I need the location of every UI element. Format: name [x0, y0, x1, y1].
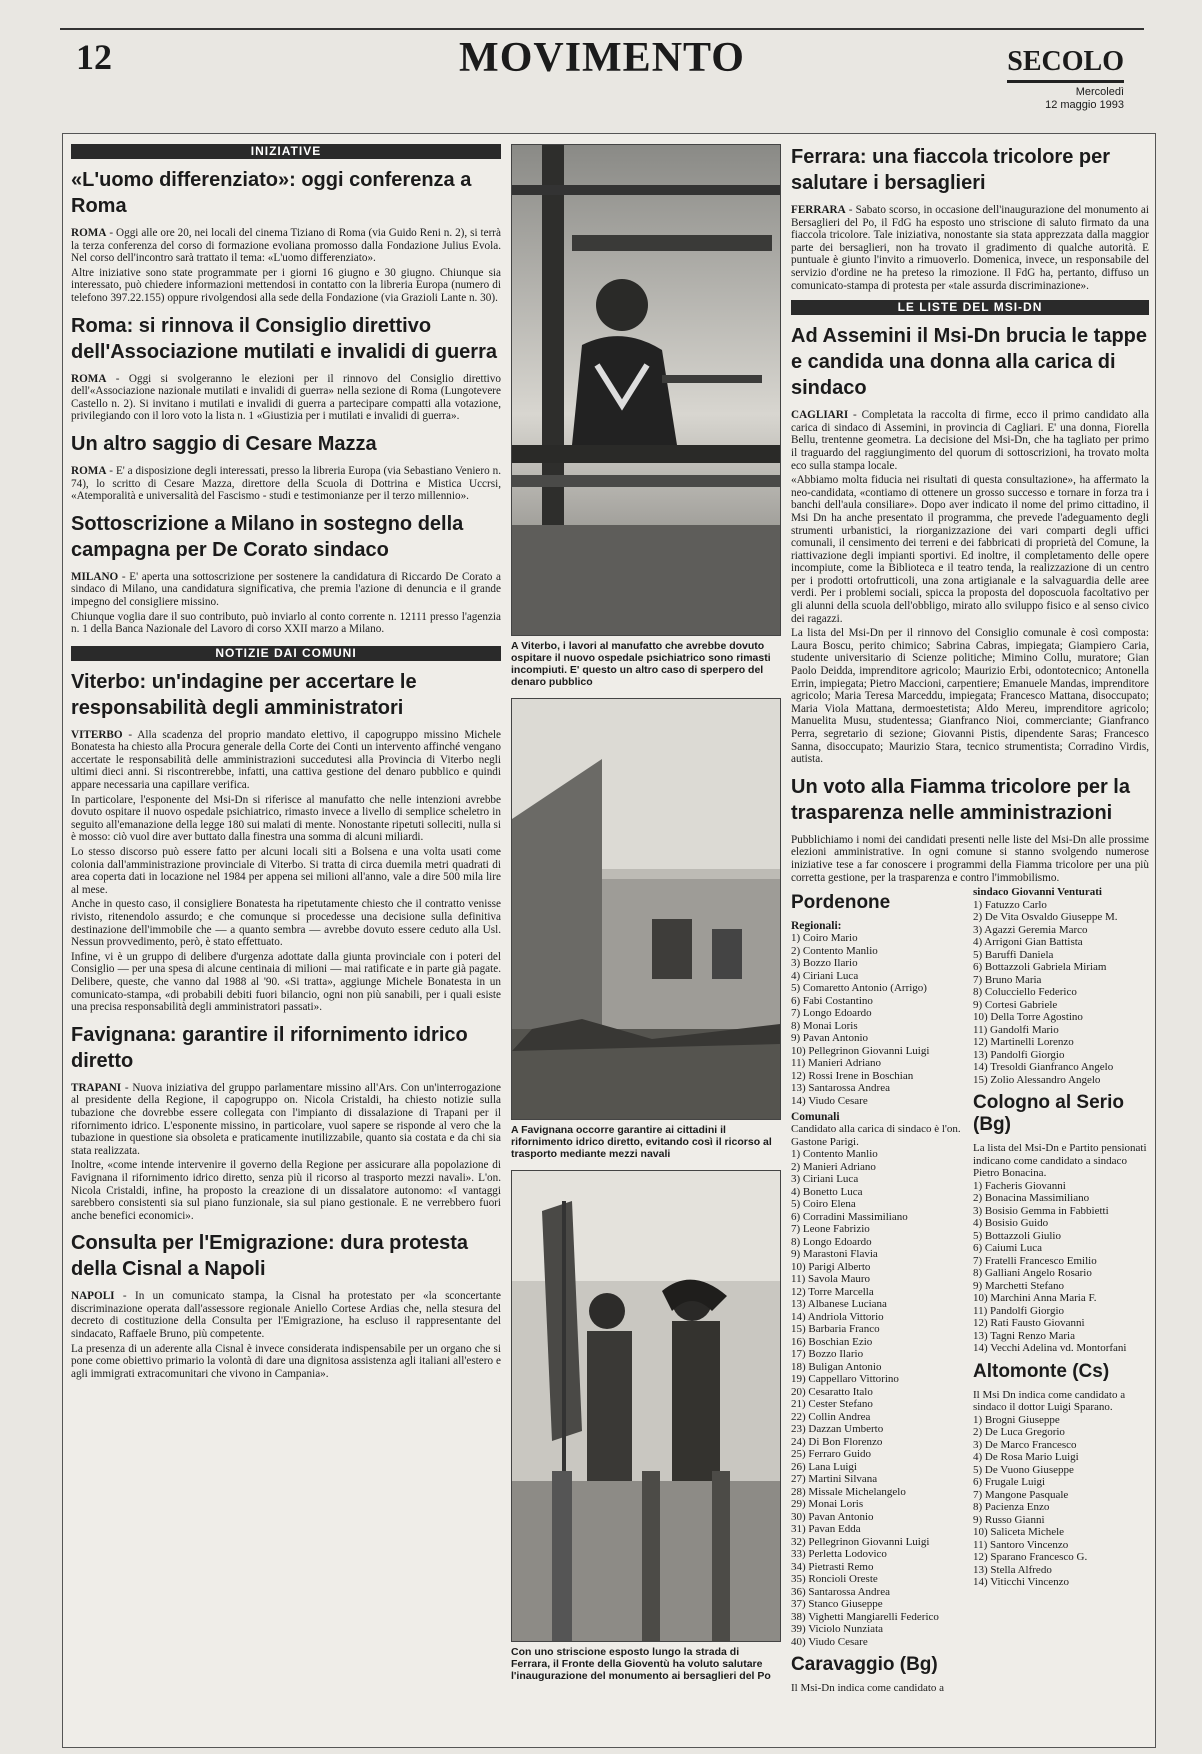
candidate-name: 36) Santarossa Andrea — [791, 1585, 890, 1598]
article-paragraph: ROMA - E' a disposizione degli interessati, presso la libreria Europa (via Sebastiano Veniero n. 74), lo scritto di Cesare Mazza, direttore della Scuola di Dottrina e Mistica Uccrsi, «Atemporalità e universalità del Fascismo - studi e testimonianze per il terzo millennio». — [71, 464, 501, 503]
dateline: CAGLIARI — [791, 409, 849, 422]
candidate-name: 18) Buligan Antonio — [791, 1360, 882, 1373]
candidate-name: 20) Cesaratto Italo — [791, 1385, 873, 1398]
photo-caption-favignana: A Favignana occorre garantire ai cittadini il rifornimento idrico diretto, evitando così il ricorso al trasporto mediante mezzi navali — [511, 1124, 772, 1160]
article-title: «L'uomo differenziato»: oggi conferenza a Roma — [71, 169, 472, 217]
candidate-name: 13) Albanese Luciana — [791, 1298, 887, 1311]
date: 12 maggio 1993 — [1045, 99, 1124, 111]
text: Alla scadenza del proprio mandato elettivo, il capogruppo missino Michele Bonatesta ha chiesto alla Procura generale della Corte dei Conti un intervento affinché vengano accertate le responsabilità delle amministrazioni succedutesi alla Provincia di Viterbo negli ultimi dieci anni. Si riscontrerebbe, infatti, una cattiva gestione del denaro pubblico e quindi appare necessaria una capillare verifica. — [71, 728, 501, 792]
candidate-name: 29) Monai Loris — [791, 1498, 864, 1511]
candidate-name: 13) Santarossa Andrea — [791, 1082, 890, 1095]
photo-viterbo — [511, 144, 781, 636]
city-heading: Altomonte (Cs) — [973, 1360, 1110, 1382]
text: Oggi alle ore 20, nei locali del cinema Tiziano di Roma (via Guido Reni n. 2), si terrà la terza conferenza del corso di formazione evoliana promosso dalla Fondazione Julius Evola. Nel corso dell'incontro sarà trattato il tema: «L'uomo differenziato». — [71, 227, 501, 265]
article-paragraph: «Abbiamo molta fiducia nei risultati di questa consultazione», ha affermato la neo-candidata, «contiamo di ottenere un grosso successo e tornare in forza tra i banchi dell'aula consiliare». Dopo aver indicato il nome del primo cittadino, il Msi Dn ha anche presentato il programma, che prevede l'adeguamento degli strumenti urbanistici, la riorganizzazione dei vari comparti degli uffici comunali, il censimento dei terreni e dei fabbricati di proprietà del Comune, la riattivazione degli impianti sportivi. Ed inoltre, il completamento delle opere incompiute, come la Biblioteca e il teatro tenda, la realizzazione di un centro per i prodotti ortofrutticoli, una zona artigianale e la salvaguardia delle aree verdi. Per i problemi sociali, spicca la proposta del doposcuola facoltativo per gli alunni della scuola dell'obbligo, mirato allo sviluppo fisico e al senso civico dei ragazzi. — [791, 474, 1149, 625]
article-title: Ferrara: una fiaccola tricolore per salutare i bersaglieri — [791, 146, 1111, 194]
article-paragraph: Inoltre, «come intende intervenire il governo della Regione per assicurare alla popolazione di Favignana il rifornimento idrico diretto, senza più il ricorso al trasporto mezzi navali». L'on. Nicola Cristaldi, infine, ha proposto la creazione di un dissalatore autonomo: «I vantaggi sarebbero consistenti sia sul piano funzionale, sia sul piano gestionale. E ne verrebbero fuori anche benefici economici». — [71, 1159, 501, 1222]
section-bar-notizie: NOTIZIE DAI COMUNI — [71, 646, 501, 661]
article-title: Consulta per l'Emigrazione: dura protesta della Cisnal a Napoli — [71, 1232, 469, 1281]
candidate-name: 8) Monai Loris — [791, 1019, 858, 1032]
candidate-name: 3) Bozzo Ilario — [791, 957, 858, 970]
candidate-name: 5) Bottazzoli Giulio — [973, 1229, 1061, 1242]
candidate-name: 8) Colucciello Federico — [973, 986, 1077, 999]
article-paragraph: Anche in questo caso, il consigliere Bonatesta ha ripetutamente chiesto che il contratto venisse rivisto, ritenendolo assurdo; e che comunque si procedesse una decisione sulla definitiva destinazione dell'immobile che — a quanto sembra — avrebbe dovuto essere ceduto alla Usl. Nessun provvedimento, però, è stato effettuato. — [71, 898, 501, 949]
candidate-name: 2) Manieri Adriano — [791, 1160, 876, 1173]
candidate-name: 1) Fatuzzo Carlo — [973, 898, 1047, 911]
candidate-name: 32) Pellegrinon Giovanni Luigi — [791, 1535, 930, 1548]
candidate-name: 14) Andriola Vittorio — [791, 1310, 884, 1323]
text: Oggi si svolgeranno le elezioni per il rinnovo del Consiglio direttivo dell'«Associazione nazionale mutilati e invalidi di guerra» nella sezione di Roma (Lungotevere Castello n. 2). Si invitano i mutilati e invalidi di guerra a partecipare compatti alla votazione, privilegiando con il loro voto la lista n. 1 «Giustizia per i mutilati e invalidi di guerra». — [71, 372, 501, 423]
candidate-name: 7) Fratelli Francesco Emilio — [973, 1254, 1097, 1267]
candidate-name: 21) Cester Stefano — [791, 1398, 873, 1411]
article-title: Viterbo: un'indagine per accertare le responsabilità degli amministratori — [71, 670, 417, 719]
article-title: Favignana: garantire il rifornimento idrico diretto — [71, 1023, 468, 1072]
candidate-name: 37) Stanco Giuseppe — [791, 1598, 883, 1611]
candidate-name: 12) Martinelli Lorenzo — [973, 1036, 1074, 1049]
article-title: Roma: si rinnova il Consiglio direttivo dell'Associazione mutilati e invalidi di guerra — [71, 314, 497, 363]
photo-favignana — [511, 698, 781, 1120]
candidate-name: 11) Pandolfi Giorgio — [973, 1304, 1065, 1317]
list-column-left — [791, 886, 967, 1695]
candidate-name: 15) Barbaria Franco — [791, 1323, 880, 1336]
candidate-name: 8) Galliani Angelo Rosario — [973, 1267, 1092, 1280]
list-note: Candidato alla carica di sindaco è l'on. Gastone Parigi. — [791, 1123, 961, 1148]
altomonte-list — [973, 1414, 1149, 1589]
candidate-name: 1) Facheris Giovanni — [973, 1179, 1066, 1192]
section-bar-iniziative: INIZIATIVE — [71, 144, 501, 159]
list-column-right — [973, 886, 1149, 1695]
candidate-name: 40) Viudo Cesare — [791, 1635, 868, 1648]
candidate-name: 26) Lana Luigi — [791, 1460, 857, 1473]
article-paragraph: Altre iniziative sono state programmate per i giorni 16 giugno e 30 giugno. Chiunque sia interessato, può chiedere informazioni mettendosi in contatto con la libreria Europa (numero di telefono 397.22.155) oppure rivolgendosi alla sede della Fondazione (via Grazioli Lante n. 30). — [71, 266, 501, 304]
candidate-name: 27) Martini Silvana — [791, 1473, 878, 1486]
candidate-name: 9) Cortesi Gabriele — [973, 998, 1058, 1011]
candidate-name: 34) Pietrasti Remo — [791, 1560, 874, 1573]
candidate-name: 4) De Rosa Mario Luigi — [973, 1451, 1079, 1464]
dateline: VITERBO — [71, 728, 123, 741]
weekday: Mercoledì — [1075, 86, 1124, 98]
dateline: MILANO — [71, 570, 119, 583]
photo-ferrara-image — [512, 1171, 780, 1641]
photo-caption-ferrara: Con uno striscione esposto lungo la strada di Ferrara, il Fronte della Gioventù ha voluto salutare l'inaugurazione del monumento ai bersaglieri del Po — [511, 1646, 771, 1682]
list-subheading: Regionali: — [791, 920, 842, 933]
candidate-name: 38) Vighetti Mangiarelli Federico — [791, 1610, 939, 1623]
candidate-name: 15) Zolio Alessandro Angelo — [973, 1073, 1101, 1086]
city-heading: Cologno al Serio (Bg) — [973, 1092, 1124, 1136]
article-paragraph: La presenza di un aderente alla Cisnal è invece considerata indispensabile per un organo che si pone come obiettivo primario la volontà di dare una dignitosa assistenza agli italiani all'estero e agli immigrati extracomunitari che vivono in Campania». — [71, 1342, 501, 1380]
comunali-list — [791, 1148, 967, 1648]
candidate-name: 13) Stella Alfredo — [973, 1563, 1052, 1576]
candidate-name: 14) Vecchi Adelina vd. Montorfani — [973, 1342, 1127, 1355]
candidate-name: 12) Rossi Irene in Boschian — [791, 1069, 914, 1082]
candidate-name: 12) Rati Fausto Giovanni — [973, 1317, 1085, 1330]
candidate-name: 14) Tresoldi Gianfranco Angelo — [973, 1061, 1114, 1074]
photo-viterbo-image — [512, 145, 780, 635]
article-title: Sottoscrizione a Milano in sostegno della campagna per De Corato sindaco — [71, 512, 464, 561]
text: Completata la raccolta di firme, ecco il primo candidato alla carica di sindaco di Assemini, in provincia di Cagliari. E' una donna, Fiorella Bellu, trentenne geometra. La decisione del Msi-Dn, che ha tagliato per primo il traguardo del raggiungimento del quorum di sottoscrizioni, ha trovato molta eco sulla stampa locale. — [791, 409, 1149, 472]
candidate-name: 9) Pavan Antonio — [791, 1032, 868, 1045]
text: E' a disposizione degli interessati, presso la libreria Europa (via Sebastiano Veniero n. 74), lo scritto di Cesare Mazza, direttore della Scuola di Dottrina e Mistica Uccrsi, «Atemporalità e universalità del Fascismo - studi e testimonianze per il terzo millennio». — [71, 464, 501, 503]
content-frame — [62, 133, 1156, 1748]
candidate-name: 11) Gandolfi Mario — [973, 1023, 1059, 1036]
text: Nuova iniziativa del gruppo parlamentare missino all'Ars. Con un'interrogazione al presidente della Regione, il capogruppo on. Nicola Cristaldi, ha chiesto notizie sulla tubazione che dovrebbe essere collegata con l'impianto di dissalazione di Trapani per il rifornimento idrico. L'esponente missino, in particolare, vuol sapere se risponde al vero che la tubazione in questione sia obsoleta e praticamente inutilizzabile, quanto sia costata e da chi sia stata realizzata. — [71, 1081, 501, 1157]
candidate-name: 6) Bottazzoli Gabriela Miriam — [973, 961, 1107, 974]
article-paragraph: TRAPANI - Nuova iniziativa del gruppo parlamentare missino all'Ars. Con un'interrogazione al presidente della Regione, il capogruppo on. Nicola Cristaldi, ha chiesto notizie sulla tubazione che dovrebbe essere collegata con l'impianto di dissalazione di Trapani per il rifornimento idrico. L'esponente missino, in particolare, vuol sapere se risponde al vero che la tubazione in questione sia obsoleta e praticamente inutilizzabile, quanto sia costata e da chi sia stata realizzata. — [71, 1081, 501, 1157]
candidate-name: 3) De Marco Francesco — [973, 1438, 1077, 1451]
article-title: Ad Assemini il Msi-Dn brucia le tappe e candida una donna alla carica di sindaco — [791, 325, 1147, 400]
candidate-name: 10) Marchini Anna Maria F. — [973, 1292, 1097, 1305]
candidate-name: 8) Pacienza Enzo — [973, 1501, 1050, 1514]
list-note: Il Msi Dn indica come candidato a sindaco il dottor Luigi Sparano. — [973, 1388, 1126, 1414]
candidate-name: 12) Sparano Francesco G. — [973, 1551, 1088, 1564]
candidate-lists — [791, 886, 1149, 1695]
article-title: Un voto alla Fiamma tricolore per la trasparenza nelle amministrazioni — [791, 775, 1130, 824]
column-photos — [511, 144, 781, 1744]
candidate-name: 2) De Vita Osvaldo Giuseppe M. — [973, 911, 1118, 924]
candidate-name: 30) Pavan Antonio — [791, 1510, 874, 1523]
article-paragraph: Infine, vi è un gruppo di delibere d'urgenza adottate dalla giunta provinciale con i poteri del Consiglio — per una spesa di alcune centinaia di milioni — mai ratificate e in parte già pagate. Delibere, queste, che vanno dal 1988 al '90. «Si tratta», aggiunge Michele Bonatesta in un comunicato-stampa, «di probabili debiti fuori bilancio, ogni non più sanabili, per i quali esiste una precisa responsabilità degli amministratori passati». — [71, 950, 501, 1014]
column-right — [791, 144, 1149, 1744]
dateline: NAPOLI — [71, 1290, 115, 1303]
candidate-name: 35) Roncioli Oreste — [791, 1573, 878, 1586]
dateline: FERRARA — [791, 204, 846, 216]
candidate-name: 4) Arrigoni Gian Battista — [973, 936, 1083, 949]
article-paragraph: CAGLIARI - Completata la raccolta di firme, ecco il primo candidato alla carica di sindaco di Assemini, in provincia di Cagliari. E' una donna, Fiorella Bellu, trentenne geometra. La decisione del Msi-Dn, che ha tagliato per primo il traguardo del raggiungimento del quorum di sottoscrizioni, ha trovato molta eco sulla stampa locale. — [791, 409, 1149, 472]
candidate-name: 14) Viticchi Vincenzo — [973, 1576, 1070, 1589]
candidate-name: 13) Tagni Renzo Maria — [973, 1329, 1075, 1342]
candidate-name: 22) Collin Andrea — [791, 1410, 871, 1423]
text: In un comunicato stampa, la Cisnal ha protestato per «la sconcertante discriminazione operata dall'assessore regionale Aniello Cortese Ardias che, nella stesura del decreto di costituzione della Consulta per l'Emigrazione, ha escluso il rappresentante del sindacato, Raffaele Bruno, più competente. — [71, 1290, 501, 1341]
candidate-name: 11) Santoro Vincenzo — [973, 1538, 1069, 1551]
candidate-name: 9) Marastoni Flavia — [791, 1248, 878, 1261]
candidate-name: 7) Bruno Maria — [973, 973, 1042, 986]
candidate-name: 5) Coiro Elena — [791, 1198, 856, 1211]
column-left — [71, 144, 501, 1744]
list-note: La lista del Msi-Dn e Partito pensionati indicano come candidato a sindaco Pietro Bonacina. — [973, 1142, 1147, 1180]
candidate-name: 11) Manieri Adriano — [791, 1057, 882, 1070]
dateline: ROMA — [71, 227, 107, 239]
candidate-name: 10) Pellegrinon Giovanni Luigi — [791, 1044, 930, 1057]
candidate-name: 39) Viciolo Nunziata — [791, 1623, 884, 1636]
article-paragraph: FERRARA - Sabato scorso, in occasione dell'inaugurazione del monumento ai Bersaglieri del Po, il FdG ha esposto uno striscione di saluto firmato da una fiaccola tricolore. Tale iniziativa, nonostante sia stata apprezzata dalla maggior parte dei bersaglieri, non ha trovato il gradimento di qualche autorità. E puntuale è giunto l'invito a rimuoverlo. Domenica, invece, un responsabile del servizio d'ordine ne ha preteso la rimozione. Il FdG ha, pertanto, diffuso un comunicato-stampa di protesta per «tale assurda discriminazione». — [791, 204, 1149, 292]
candidate-name: 9) Marchetti Stefano — [973, 1279, 1065, 1292]
candidate-name: 14) Viudo Cesare — [791, 1094, 868, 1107]
candidate-name: 11) Savola Mauro — [791, 1273, 871, 1286]
article-paragraph: MILANO - E' aperta una sottoscrizione per sostenere la candidatura di Riccardo De Corato a sindaco di Milano, una candidatura significativa, che premia l'azione di denuncia e il grande impegno del consigliere missino. — [71, 570, 501, 608]
candidate-name: 1) Contento Manlio — [791, 1148, 878, 1161]
candidate-name: 3) Ciriani Luca — [791, 1173, 859, 1186]
page-number: 12 — [76, 37, 112, 77]
dateline: TRAPANI — [71, 1081, 122, 1094]
candidate-name: 10) Parigi Alberto — [791, 1260, 871, 1273]
candidate-name: 10) Saliceta Michele — [973, 1526, 1065, 1539]
list-note: sindaco Giovanni Venturati — [973, 886, 1102, 899]
candidate-name: 3) Bosisio Gemma in Fabbietti — [973, 1204, 1109, 1217]
candidate-name: 33) Perletta Lodovico — [791, 1548, 887, 1561]
candidate-name: 5) Baruffi Daniela — [973, 948, 1054, 961]
newspaper-logo: SECOLO — [1007, 46, 1124, 83]
regionali-list — [791, 932, 967, 1107]
candidate-name: 4) Bonetto Luca — [791, 1185, 863, 1198]
candidate-name: 7) Mangone Pasquale — [973, 1488, 1069, 1501]
candidate-name: 12) Torre Marcella — [791, 1285, 874, 1298]
candidate-name: 7) Longo Edoardo — [791, 1007, 872, 1020]
list-subheading: Comunali — [791, 1111, 840, 1124]
section-bar-liste: LE LISTE DEL MSI-DN — [791, 300, 1149, 315]
candidate-name: 13) Pandolfi Giorgio — [973, 1048, 1065, 1061]
article-paragraph: Pubblichiamo i nomi dei candidati presenti nelle liste del Msi-Dn alle prossime elezioni amministrative. In ogni comune si stanno svolgendo numerose iniziative tese a far conoscere i programmi della Fiamma tricolore per una più corretta gestione, per la trasparenza e contro l'immobilismo. — [791, 833, 1149, 884]
list-note: Il Msi-Dn indica come candidato a — [791, 1682, 945, 1695]
candidate-name: 2) De Luca Gregorio — [973, 1426, 1065, 1439]
candidate-name: 2) Contento Manlio — [791, 944, 878, 957]
article-paragraph: ROMA - Oggi si svolgeranno le elezioni per il rinnovo del Consiglio direttivo dell'«Associazione nazionale mutilati e invalidi di guerra» nella sezione di Roma (Lungotevere Castello n. 2). Si invitano i mutilati e invalidi di guerra a partecipare compatti alla votazione, privilegiando con il loro voto la lista n. 1 «Giustizia per i mutilati e invalidi di guerra». — [71, 372, 501, 423]
candidate-name: 3) Agazzi Geremia Marco — [973, 923, 1088, 936]
candidate-name: 4) Ciriani Luca — [791, 969, 859, 982]
cologno-list — [973, 1180, 1149, 1355]
dateline: ROMA — [71, 464, 107, 477]
photo-ferrara — [511, 1170, 781, 1642]
article-title: Un altro saggio di Cesare Mazza — [71, 432, 377, 455]
candidate-name: 4) Bosisio Guido — [973, 1217, 1049, 1230]
text: E' aperta una sottoscrizione per sostenere la candidatura di Riccardo De Corato a sindaco di Milano, una candidatura significativa, che premia l'azione di denuncia e il grande impegno del consigliere missino. — [71, 570, 501, 608]
issue-date — [1045, 86, 1124, 112]
photo-favignana-image — [512, 699, 780, 1119]
article-paragraph: VITERBO - Alla scadenza del proprio mandato elettivo, il capogruppo missino Michele Bonatesta ha chiesto alla Procura generale della Corte dei Conti un intervento affinché vengano accertate le responsabilità delle amministrazioni succedutesi alla Provincia di Viterbo negli ultimi dieci anni. Si riscontrerebbe, infatti, una cattiva gestione del denaro pubblico e quindi appare necessaria una capillare verifica. — [71, 728, 501, 792]
candidate-name: 6) Frugale Luigi — [973, 1476, 1046, 1489]
candidate-name: 6) Corradini Massimiliano — [791, 1210, 908, 1223]
article-paragraph: Lo stesso discorso può essere fatto per alcuni locali siti a Bolsena e una volta usati come colonia dall'amministrazione provinciale di Viterbo. Si tratta di circa duemila metri quadrati di area coperta dati in locazione nel 1984 per appena sei milioni all'anno, vale a dire 500 mila lire al mese. — [71, 846, 501, 896]
candidate-name: 6) Caiumi Luca — [973, 1242, 1043, 1255]
dateline: ROMA — [71, 372, 107, 385]
photo-caption-viterbo: A Viterbo, i lavori al manufatto che avrebbe dovuto ospitare il nuovo ospedale psichiatrico sono rimasti incompiuti. E' questo un altro caso di sperpero del denaro pubblico — [511, 640, 771, 688]
candidate-name: 7) Leone Fabrizio — [791, 1223, 870, 1236]
candidate-name: 5) De Vuono Giuseppe — [973, 1463, 1074, 1476]
section-title: MOVIMENTO — [459, 35, 745, 81]
article-paragraph: ROMA - Oggi alle ore 20, nei locali del cinema Tiziano di Roma (via Guido Reni n. 2), si terrà la terza conferenza del corso di formazione evoliana promosso dalla Fondazione Julius Evola. Nel corso dell'incontro sarà trattato il tema: «L'uomo differenziato». — [71, 227, 501, 265]
article-paragraph: Chiunque voglia dare il suo contributo, può inviarlo al conto corrente n. 12111 presso l'agenzia n. 1 della Banca Nazionale del Lavoro di corso XXII marzo a Milano. — [71, 610, 501, 636]
candidate-name: 5) Comaretto Antonio (Arrigo) — [791, 982, 927, 995]
candidate-name: 8) Longo Edoardo — [791, 1235, 872, 1248]
candidate-name: 1) Brogni Giuseppe — [973, 1413, 1060, 1426]
candidate-name: 24) Di Bon Florenzo — [791, 1435, 883, 1448]
masthead — [60, 28, 1144, 126]
candidate-name: 9) Russo Gianni — [973, 1513, 1045, 1526]
candidate-name: 10) Della Torre Agostino — [973, 1011, 1083, 1024]
candidate-name: 16) Boschian Ezio — [791, 1335, 873, 1348]
city-heading: Pordenone — [791, 892, 891, 914]
article-paragraph: La lista del Msi-Dn per il rinnovo del Consiglio comunale è così composta: Laura Boscu, perito chimico; Sabrina Cabras, impiegata; Giampiero Caria, studente universitario di Scienze politiche; Mimino Collu, muratore; Gian Paolo Deidda, imprenditore agricolo; Maurizio Erbi, odontotecnico; Antonella Errin, impiegata; Pietro Maccioni, carpentiere; Emanuele Mandas, imprenditore agricolo; Maria Teresa Marceddu, impiegata; Francesco Mattana, disoccupato; Maria Viola Mattana, dermoestetista; Aldo Mereu, imprenditore agricolo; Manuelita Musu, studentessa; Gianfranco Nioi, commerciante; Gianfranco Perra, segretario di sezione; Giovanni Pistis, dipendente Saras; Francesco Sanna, disoccupato; Maurizio Stara, tecnico strumentista; Corradino Virdis, autista. — [791, 627, 1149, 766]
article-paragraph: In particolare, l'esponente del Msi-Dn si riferisce al manufatto che nelle intenzioni avrebbe dovuto ospitare il nuovo ospedale psichiatrico, rimasto invece a livello di semplice scheletro in seguito all'emanazione della legge 180 sui malati di mente. Nonostante ripetuti solleciti, nulla si è mosso: ciò vuol dire aver buttato dalla finestra una somma di alcuni miliardi. — [71, 793, 501, 844]
candidate-name: 17) Bozzo Ilario — [791, 1348, 864, 1361]
candidate-name: 25) Ferraro Guido — [791, 1448, 872, 1461]
candidate-name: 1) Coiro Mario — [791, 932, 858, 945]
candidate-name: 6) Fabi Costantino — [791, 994, 873, 1007]
candidate-name: 2) Bonacina Massimiliano — [973, 1192, 1090, 1205]
article-paragraph: NAPOLI - In un comunicato stampa, la Cisnal ha protestato per «la sconcertante discriminazione operata dall'assessore regionale Aniello Cortese Ardias che, nella stesura del decreto di costituzione della Consulta per l'Emigrazione, ha escluso il rappresentante del sindacato, Raffaele Bruno, più competente. — [71, 1290, 501, 1341]
candidate-name: 28) Missale Michelangelo — [791, 1485, 906, 1498]
city-heading: Caravaggio (Bg) — [791, 1654, 938, 1676]
candidate-name: 23) Dazzan Umberto — [791, 1423, 884, 1436]
text: Sabato scorso, in occasione dell'inaugurazione del monumento ai Bersaglieri del Po, il FdG ha esposto uno striscione di saluto firmato da una fiaccola tricolore. Tale iniziativa, nonostante sia stata apprezzata dalla maggior parte dei bersaglieri, non ha trovato il gradimento di qualche autorità. E puntuale è giunto l'invito a rimuoverlo. Domenica, invece, un responsabile del servizio d'ordine ne ha preteso la rimozione. Il FdG ha, pertanto, diffuso un comunicato-stampa di protesta per «tale assurda discriminazione». — [791, 204, 1149, 292]
candidate-name: 19) Cappellaro Vittorino — [791, 1373, 899, 1386]
candidate-name: 31) Pavan Edda — [791, 1523, 861, 1536]
venturati-list — [973, 899, 1149, 1087]
